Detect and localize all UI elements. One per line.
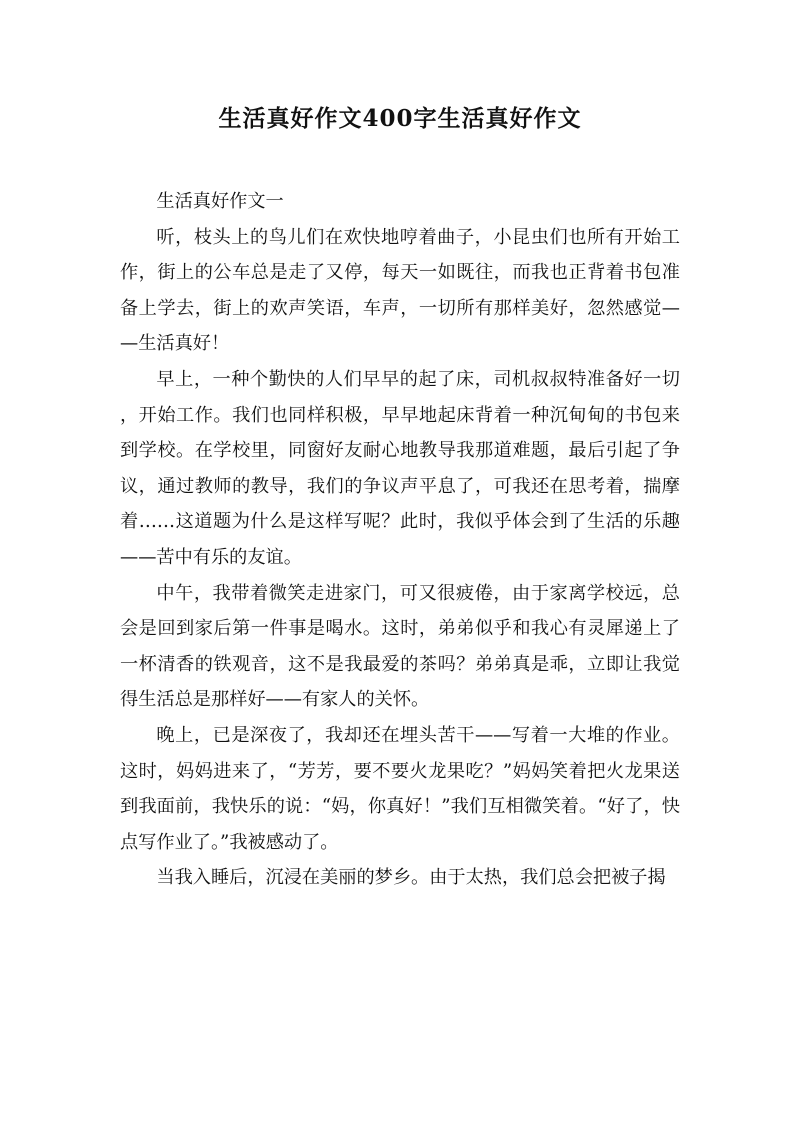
paragraph-5: 当我入睡后，沉浸在美丽的梦乡。由于太热，我们总会把被子揭 (156, 867, 666, 889)
paragraph-2: 早上，一种个勤快的人们早早的起了床，司机叔叔特准备好一切，开始工作。我们也同样积极，早早地起床背着一种沉甸甸的书包来到学校。在学校里，同窗好友耐心地教导我那道难题，最后引起了争议，通过教师的教导，我们的争议声平息了，可我还在思考着，揣摩着……这道题为什么是这样写呢？此时，我似乎体会到了生活的乐趣——苦中有乐的友谊。 (120, 368, 680, 568)
document-body (120, 184, 680, 896)
paragraph-4: 晚上，已是深夜了，我却还在埋头苦干——写着一大堆的作业。这时，妈妈进来了，“芳芳，要不要火龙果吃？”妈妈笑着把火龙果送到我面前，我快乐的说：“妈，你真好！”我们互相微笑着。“好了，快点写作业了。”我被感动了。 (120, 724, 680, 853)
document-title: 生活真好作文400字生活真好作文 (218, 105, 582, 132)
paragraph-1: 听，枝头上的鸟儿们在欢快地哼着曲子，小昆虫们也所有开始工作，街上的公车总是走了又停，每天一如既往，而我也正背着书包准备上学去，街上的欢声笑语，车声，一切所有那样美好，忽然感觉——生活真好！ (120, 226, 680, 355)
section-heading: 生活真好作文一 (156, 191, 284, 212)
paragraph-3: 中午，我带着微笑走进家门，可又很疲倦，由于家离学校远，总会是回到家后第一件事是喝水。这时，弟弟似乎和我心有灵犀递上了一杯清香的铁观音，这不是我最爱的茶吗？弟弟真是乖，立即让我觉得生活总是那样好——有家人的关怀。 (120, 582, 680, 711)
